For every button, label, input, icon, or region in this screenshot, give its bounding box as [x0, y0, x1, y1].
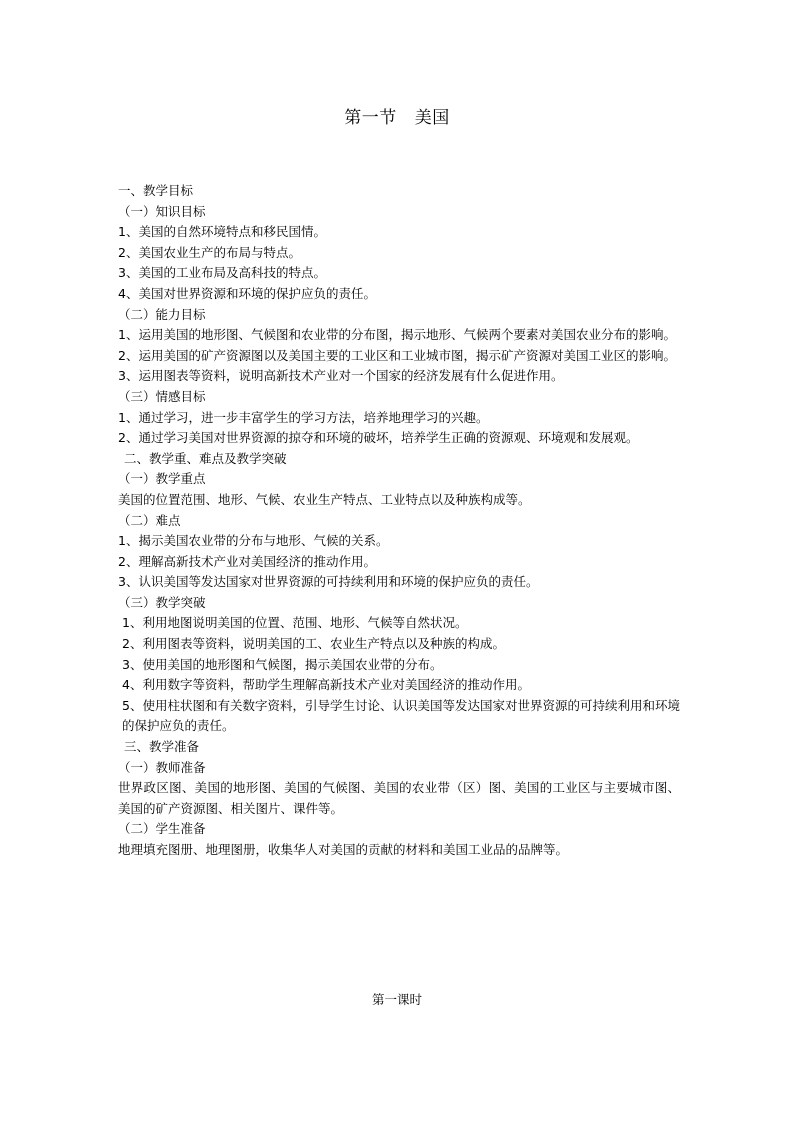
- list-item: 4、利用数字等资料，帮助学生理解高新技术产业对美国经济的推动作用。: [122, 677, 530, 693]
- list-item: 3、认识美国等发达国家对世界资源的可持续利用和环境的保护应负的责任。: [118, 574, 539, 590]
- subheading-student-preparation: （二）学生准备: [118, 821, 206, 837]
- list-item: 1、利用地图说明美国的位置、范围、地形、气候等自然状况。: [122, 615, 468, 631]
- list-item: 4、美国对世界资源和环境的保护应负的责任。: [118, 285, 376, 301]
- document-body: [118, 181, 680, 861]
- heading-preparation: 三、教学准备: [124, 739, 200, 755]
- list-item: 5、使用柱状图和有关数字资料，引导学生讨论、认识美国等发达国家对世界资源的可持续利用和环境的保护应负的责任。: [122, 697, 680, 734]
- list-item: 1、运用美国的地形图、气候图和农业带的分布图，揭示地形、气候两个要素对美国农业分布的影响。: [118, 327, 676, 343]
- paragraph: 地理填充图册、地理图册，收集华人对美国的贡献的材料和美国工业品的品牌等。: [118, 842, 569, 857]
- subheading-ability-goals: （二）能力目标: [118, 306, 206, 322]
- paragraph: 美国的位置范围、地形、气候、农业生产特点、工业特点以及种族构成等。: [118, 491, 531, 507]
- subheading-knowledge-goals: （一）知识目标: [118, 203, 206, 219]
- list-item: 3、美国的工业布局及高科技的特点。: [118, 265, 326, 281]
- title-country: 美国: [414, 108, 450, 128]
- list-item: 2、美国农业生产的布局与特点。: [118, 244, 301, 260]
- subheading-difficult-points: （二）难点: [118, 512, 181, 528]
- list-item: 1、美国的自然环境特点和移民国情。: [118, 224, 326, 240]
- list-item: 2、理解高新技术产业对美国经济的推动作用。: [118, 553, 376, 569]
- list-item: 2、通过学习美国对世界资源的掠夺和环境的破坏，培养学生正确的资源观、环境观和发展观。: [118, 430, 639, 446]
- list-item: 2、利用图表等资料，说明美国的工、农业生产特点以及种族的构成。: [122, 636, 505, 652]
- subheading-breakthrough: （三）教学突破: [118, 594, 206, 610]
- page-title: [0, 106, 794, 130]
- subheading-teacher-preparation: （一）教师准备: [118, 759, 206, 775]
- paragraph: 世界政区图、美国的地形图、美国的气候图、美国的农业带（区）图、美国的工业区与主要城市图、美国的矿产资源图、相关图片、课件等。: [118, 780, 680, 816]
- list-item: 2、运用美国的矿产资源图以及美国主要的工业区和工业城市图，揭示矿产资源对美国工业区的影响。: [118, 347, 676, 363]
- subheading-emotion-goals: （三）情感目标: [118, 388, 206, 404]
- list-item: 3、运用图表等资料，说明高新技术产业对一个国家的经济发展有什么促进作用。: [118, 368, 564, 384]
- section-footer: 第一课时: [371, 992, 422, 1007]
- heading-key-difficult-points: 二、教学重、难点及教学突破: [124, 450, 287, 466]
- subheading-key-points: （一）教学重点: [118, 471, 206, 487]
- list-item: 3、使用美国的地形图和气候图，揭示美国农业带的分布。: [122, 656, 443, 672]
- list-item: 1、通过学习，进一步丰富学生的学习方法，培养地理学习的兴趣。: [118, 409, 489, 425]
- heading-teaching-goals: 一、教学目标: [118, 183, 194, 198]
- title-section: 第一节: [344, 108, 397, 128]
- list-item: 1、揭示美国农业带的分布与地形、气候的关系。: [118, 533, 389, 549]
